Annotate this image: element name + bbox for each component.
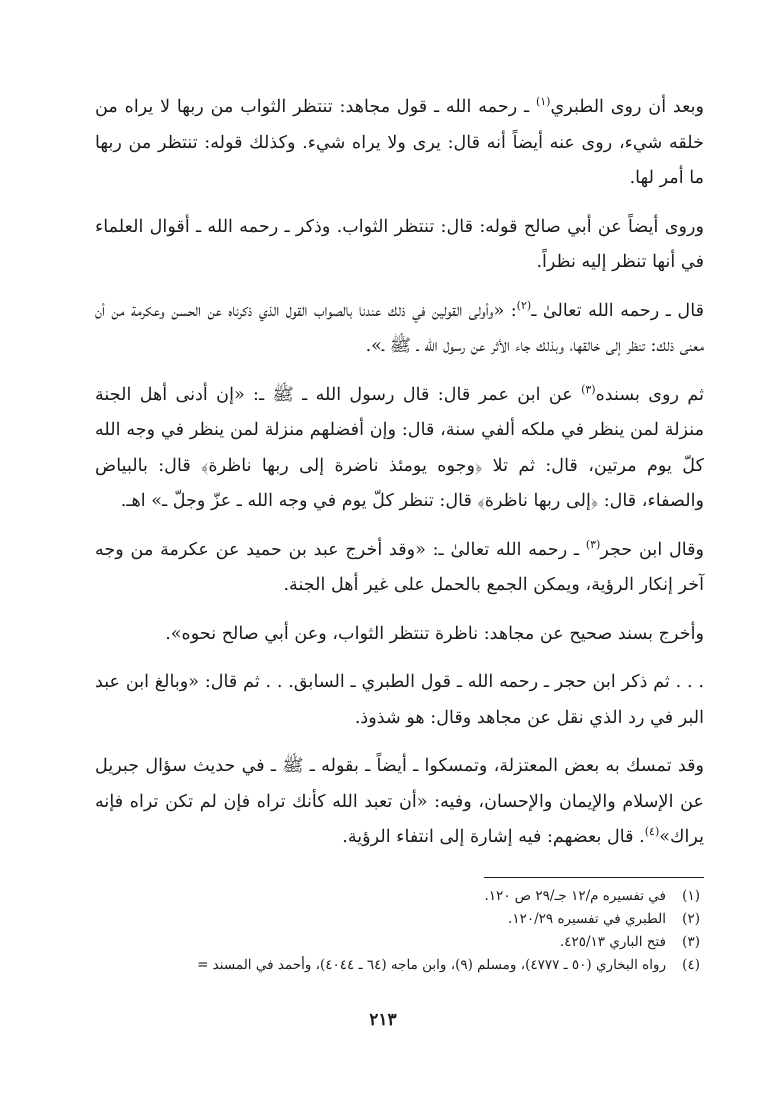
paragraph: وروى أيضاً عن أبي صالح قوله: قال: تنتظر الثواب. وذكر ـ رحمه الله ـ أقوال العلماء في أنها تنظر إليه نظراً. bbox=[95, 216, 704, 272]
footnote-ref: (٤) bbox=[644, 825, 660, 839]
paragraph: وأخرج بسند صحيح عن مجاهد: ناظرة تنتظر الثواب، وعن أبي صالح نحوه». bbox=[165, 623, 704, 644]
footnote-text: الطبري في تفسيره ١٢٠/٢٩. bbox=[508, 911, 666, 927]
footnote-number: (٣) bbox=[682, 934, 700, 950]
paragraph: وقال ابن حجر$^{(٣)}$ ـ رحمه الله تعالىٰ ـ: «وقد أخرج عبد بن حميد عن عكرمة من وجه آخر إنكار الرؤية، ويمكن الجمع بالحمل على غير أهل الجنة. bbox=[95, 537, 704, 595]
footnote bbox=[90, 908, 700, 931]
paragraph: . . . ثم ذكر ابن حجر ـ رحمه الله ـ قول الطبري ـ السابق. . . ثم قال: «وبالغ ابن عبد البر في رد الذي نقل عن مجاهد وقال: هو شذوذ. bbox=[95, 672, 704, 728]
footnote-number: (١) bbox=[682, 888, 700, 904]
footnote-ref: (١) bbox=[535, 95, 551, 109]
footnote bbox=[90, 931, 700, 954]
footnote-text: فتح الباري ٤٢٥/١٣. bbox=[559, 934, 666, 950]
footnote-ref: (٣) bbox=[585, 537, 601, 551]
paragraph: ثم روى بسنده$^{(٣)}$ عن ابن عمر قال: قال رسول الله ـ ﷺ ـ: «إن أدنى أهل الجنة منزلة لمن ينظر في ملكه ألفي سنة، قال: وإن أفضلهم منزلة لمن ينظر في وجه الله كلّ يوم مرتين، قال: ثم تلا ﴿وجوه يومئذ ناضرة إلى ربها ناظرة﴾ قال: بالبياض والصفاء، قال: ﴿إلى ربها ناظرة﴾ قال: تنظر كلّ يوم في وجه الله ـ عزّ وجلّ ـ» اهـ. bbox=[95, 382, 704, 511]
main-text bbox=[95, 90, 704, 869]
footnote-number: (٢) bbox=[682, 911, 700, 927]
footnote-text: رواه البخاري (٥٠ ـ ٤٧٧٧)، ومسلم (٩)، وابن ماجه (٦٤ ـ ٤٠٤٤)، وأحمد في المسند = bbox=[197, 957, 666, 973]
footnote bbox=[90, 885, 700, 908]
page-number: ٢١٣ bbox=[369, 1010, 397, 1030]
footnote-ref: (٢) bbox=[516, 298, 532, 312]
paragraph: وقد تمسك به بعض المعتزلة، وتمسكوا ـ أيضاً ـ بقوله ـ ﷺ ـ في حديث سؤال جبريل عن الإسلام والإيمان والإحسان، وفيه: «أن تعبد الله كأنك تراه فإن لم تكن تراه فإنه يراك»$^{(٤)}$. قال بعضهم: فيه إشارة إلى انتفاء الرؤية. bbox=[95, 756, 704, 847]
footnote-number: (٤) bbox=[682, 957, 700, 973]
paragraph: وبعد أن روى الطبري$^{(١)}$ ـ رحمه الله ـ قول مجاهد: تنتظر الثواب من ربها لا يراه من خلقه شيء، روى عنه أيضاً أنه قال: يرى ولا يراه شيء. وكذلك قوله: تنتظر من ربها ما أمر لها. bbox=[95, 95, 704, 188]
footnote-text: في تفسيره م/١٢ جـ/٢٩ ص ١٢٠. bbox=[484, 888, 666, 904]
paragraph: قال ـ رحمه الله تعالىٰ ـ$^{(٢)}$: «وأولى القولين في ذلك عندنا بالصواب القول الذي ذكرناه عن الحسن وعكرمة من أن معنى ذلك: تنظر إلى خالقها، وبذلك جاء الأثر عن رسول الله ـ ﷺ ـ». bbox=[95, 298, 704, 356]
footnotes bbox=[90, 885, 700, 977]
footnote-separator bbox=[484, 877, 704, 878]
footnote-ref: (٣) bbox=[581, 382, 596, 396]
footnote bbox=[90, 954, 700, 977]
